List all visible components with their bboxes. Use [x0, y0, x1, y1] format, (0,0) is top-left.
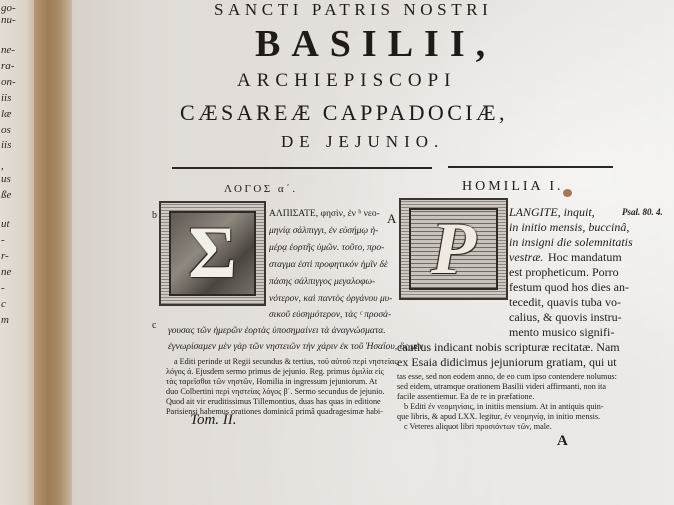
left-page-fragment: c	[1, 298, 6, 310]
latin-footnote: tas esse, sed non eodem anno, de eo cum ipso contendere nolumus:	[397, 372, 617, 381]
left-page-fragment: os	[1, 124, 11, 136]
left-page-fragment: -	[1, 282, 5, 294]
latin-text-line: vestræ.	[509, 250, 544, 264]
latin-text-line: mento musico signifi-	[509, 325, 615, 339]
greek-text-line: σταγμα ἐστὶ προφητικόν ἡμῖν δὲ	[269, 260, 388, 270]
volume-label: Tom. II.	[190, 412, 237, 428]
section-marker-a: A	[387, 211, 397, 226]
greek-text-line: γουσας τῶν ἡμερῶν ἑορτὰς ὑποσημαίνει τὰ ἀναγνώσματα.	[168, 326, 386, 336]
greek-footnote: Quod ait vir eruditissimus Tillemontius, duas has quas in editione	[166, 397, 381, 406]
left-page-fragment: us	[1, 173, 11, 185]
greek-footnote: a Editi perinde ut Regii secundus & tertius, τοῦ αὐτοῦ περὶ νηστείας	[174, 357, 398, 366]
greek-footnote: τὰς ταρεῖσθαι τῶν νηστῶν, Homilia in ingressum jejuniorum. At	[166, 377, 378, 386]
title-rule-left	[172, 167, 432, 169]
latin-text-line: cantius indicant nobis scripturæ recitatæ. Nam	[397, 340, 620, 354]
title-author: BASILII,	[255, 23, 497, 65]
right-page	[72, 0, 674, 505]
latin-text-line: ex Esaia didicimus jejuniorum gratiam, qui ut	[397, 355, 617, 369]
title-line-4: CÆSAREÆ CAPPADOCIÆ,	[180, 100, 508, 125]
left-page-fragment: ,	[1, 160, 4, 172]
latin-footnote: sed eidem, utramque orationem Basilii videri affirmanti, non ita	[397, 382, 607, 391]
title-subject: DE JEJUNIO.	[281, 132, 445, 151]
latin-heading: HOMILIA I.	[462, 179, 564, 194]
decorated-initial-p	[399, 198, 508, 300]
left-page-fragment: iis	[1, 92, 12, 104]
latin-footnote: facile assentiemur. Ea de re in præfatione.	[397, 392, 535, 401]
latin-text-line: in insigni die solemnitatis	[509, 235, 633, 249]
greek-text-line: μηνίᾳ σάλπιγγι, ἐν εὐσήμῳ ἡ-	[269, 226, 379, 236]
greek-text-line: σικοῦ εὐσημότερον, τὰς ᶜ προσά-	[269, 310, 392, 320]
left-page-fragment: iis	[1, 139, 12, 151]
paper-stain	[563, 189, 572, 197]
title-line-1: SANCTI PATRIS NOSTRI	[214, 0, 493, 19]
left-page-fragment: r-	[1, 250, 9, 262]
book-gutter	[34, 0, 74, 505]
left-page-fragment: ra-	[1, 60, 15, 72]
greek-text-line: νότερον, καὶ παντὸς ὀργάνου μυ-	[269, 294, 393, 304]
margin-letter-c: c	[152, 320, 157, 331]
signature-mark: A	[557, 433, 568, 449]
left-page-fragment: nu-	[1, 14, 16, 26]
latin-text-line: calius, & quovis instru-	[509, 310, 622, 324]
latin-text-line: est propheticum. Porro	[509, 265, 619, 279]
greek-text-line: μέρᾳ ἑορτῆς ὑμῶν. τοῦτο, προ-	[269, 243, 385, 253]
margin-letter-b: b	[152, 210, 157, 221]
greek-footnote: λόγος ά. Ejusdem sermo primus de jejunio. Reg. primus ὁμιλία εἰς	[166, 367, 384, 376]
latin-text-line: tecedit, quavis tuba vo-	[509, 295, 621, 309]
initial-letter: Σ	[169, 211, 256, 296]
latin-text-line: in initio mensis, buccinâ,	[509, 220, 630, 234]
latin-footnote: c Veteres aliquot libri προσιόντων τῶν, male.	[404, 422, 552, 431]
latin-footnote: b Editi ἐν νεομηνίαις, in initiis mensium. At in antiquis quin-	[404, 402, 604, 411]
title-rule-right	[448, 166, 613, 168]
greek-footnote: Parisiensi habemus orationes dominicâ primâ quadragesimæ habi-	[166, 407, 383, 416]
margin-note-psalm: Psal. 80. 4.	[622, 207, 663, 217]
left-page-fragment: m	[1, 314, 9, 326]
latin-text-line: LANGITE, inquit,	[509, 205, 595, 219]
greek-heading: ΛΟΓΟΣ α΄.	[224, 183, 298, 195]
left-page-fragment: on-	[1, 76, 16, 88]
greek-text-line: πάσης σάλπιγγος μεγαλοφω-	[269, 277, 376, 287]
latin-text-line: Hoc mandatum	[548, 250, 622, 264]
left-page-fragment: læ	[1, 108, 12, 120]
latin-text-line: festum quod hos dies an-	[509, 280, 629, 294]
left-page-fragment: -	[1, 234, 5, 246]
left-page-fragment: ße	[1, 189, 12, 201]
initial-letter: P	[409, 208, 498, 290]
left-page-fragment: ne-	[1, 44, 16, 56]
left-page-fragment: ne	[1, 266, 12, 278]
facing-left-page	[0, 0, 36, 505]
decorated-initial-sigma	[159, 201, 266, 306]
greek-text-line: ἐγνωρίσαμεν μὲν γὰρ τῶν νηστειῶν τὴν χάριν ἐκ τοῦ Ἡσαΐου, ὃς μὲν	[168, 342, 424, 352]
latin-footnote: que libris, & apud LXX. legitur, ἐν νεομηνίᾳ, in initio mensis.	[397, 412, 601, 421]
left-page-fragment: go-	[1, 2, 16, 14]
title-line-3: ARCHIEPISCOPI	[237, 70, 457, 91]
greek-footnote: duo Colbertini περὶ νηστείας λόγος β΄. Sermo secundus de jejunio.	[166, 387, 385, 396]
greek-text-line: ΑΛΠΙΣΑΤΕ, φησὶν, ἐν ᵇ νεο-	[269, 209, 380, 219]
left-page-fragment: ut	[1, 218, 10, 230]
